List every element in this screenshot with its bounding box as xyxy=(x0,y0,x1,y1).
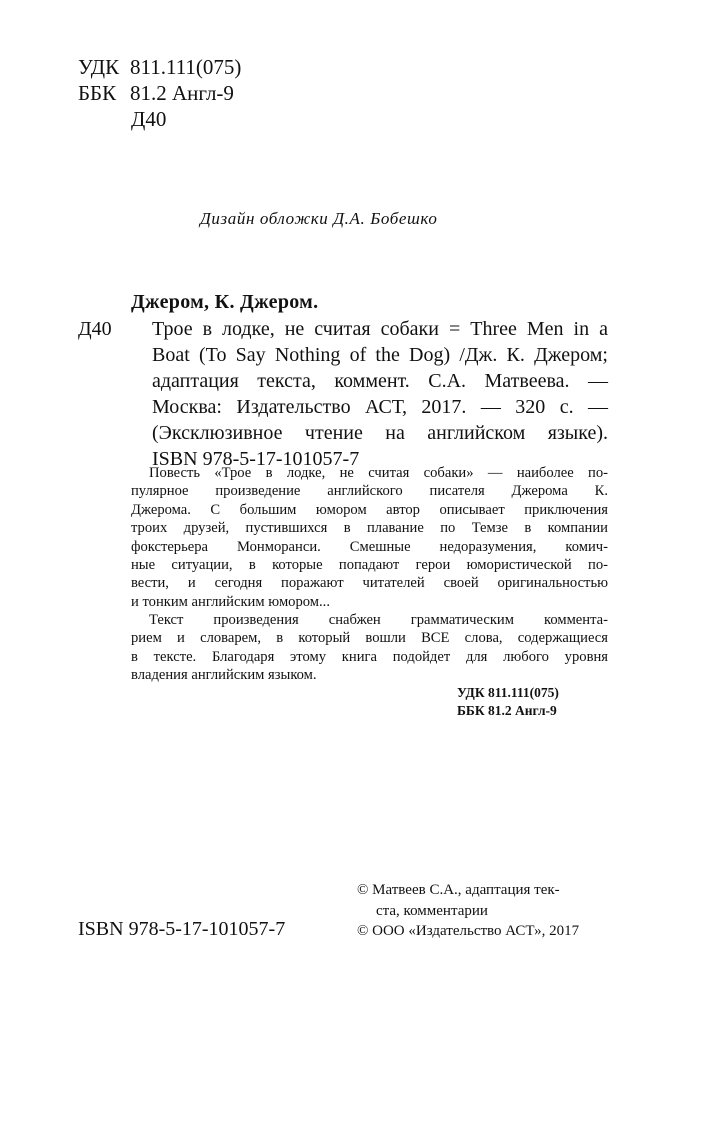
annotation-paragraph-1 xyxy=(131,464,608,611)
udk-value: 811.111(075) xyxy=(130,55,242,79)
annotation-line: Повесть «Трое в лодке, не считая собаки» — наиболее по- xyxy=(149,465,608,481)
bbk-label: ББК xyxy=(78,81,117,105)
cipher-left: Д40 xyxy=(78,318,112,340)
annotation-line: пулярное произведение английского писателя Джерома К. xyxy=(131,483,608,500)
annotation-line: ные ситуации, в которые попадают герои юмористической по- xyxy=(131,557,608,574)
bbk-value: 81.2 Англ-9 xyxy=(130,81,234,105)
author-cipher: Д40 xyxy=(131,107,167,131)
biblio-line: адаптация текста, коммент. С.А. Матвеева. — xyxy=(152,370,608,392)
biblio-isbn: ISBN 978-5-17-101057-7 xyxy=(152,448,360,470)
author-heading: Джером, К. Джером. xyxy=(131,291,319,313)
udk-label: УДК xyxy=(78,55,120,79)
annotation-line: владения английским языком. xyxy=(131,667,317,684)
small-bbk: ББК 81.2 Англ-9 xyxy=(457,703,557,718)
bibliographic-entry xyxy=(152,316,608,472)
biblio-line: Boat (To Say Nothing of the Dog) /Дж. К. Джером; xyxy=(152,344,608,366)
cover-design-credit: Дизайн обложки Д.А. Бобешко xyxy=(200,209,438,228)
annotation-line: вести, и сегодня поражают читателей своей оригинальностью xyxy=(131,575,608,592)
annotation-line: Джерома. С большим юмором автор описывает приключения xyxy=(131,501,608,518)
copyright-adaptation-line2: ста, комментарии xyxy=(376,903,488,919)
annotation-line: фокстерьера Монморанси. Смешные недоразумения, комич- xyxy=(131,538,608,555)
biblio-line: Трое в лодке, не считая собаки = Three Men in a xyxy=(152,318,608,340)
bbk-line xyxy=(78,80,234,107)
annotation-line: Текст произведения снабжен грамматическим коммента- xyxy=(149,612,608,628)
annotation-line: в тексте. Благодаря этому книга подойдет для любого уровня xyxy=(131,648,608,665)
annotation-line: троих друзей, пустившихся в плавание по Темзе в компании xyxy=(131,520,608,537)
biblio-line: (Эксклюзивное чтение на английском языке). xyxy=(152,422,608,444)
isbn-bottom: ISBN 978-5-17-101057-7 xyxy=(78,918,286,940)
annotation-paragraph-2 xyxy=(131,611,608,685)
udk-line xyxy=(78,54,241,81)
small-udk: УДК 811.111(075) xyxy=(457,685,559,700)
annotation-line: и тонким английским юмором... xyxy=(131,593,330,610)
annotation-line: рием и словарем, в который вошли ВСЕ слова, содержащиеся xyxy=(131,630,608,647)
copyright-publisher: © ООО «Издательство АСТ», 2017 xyxy=(357,923,580,939)
copyright-adaptation-line1: © Матвеев С.А., адаптация тек- xyxy=(357,882,560,898)
biblio-line: Москва: Издательство АСТ, 2017. — 320 с. — xyxy=(152,396,608,418)
